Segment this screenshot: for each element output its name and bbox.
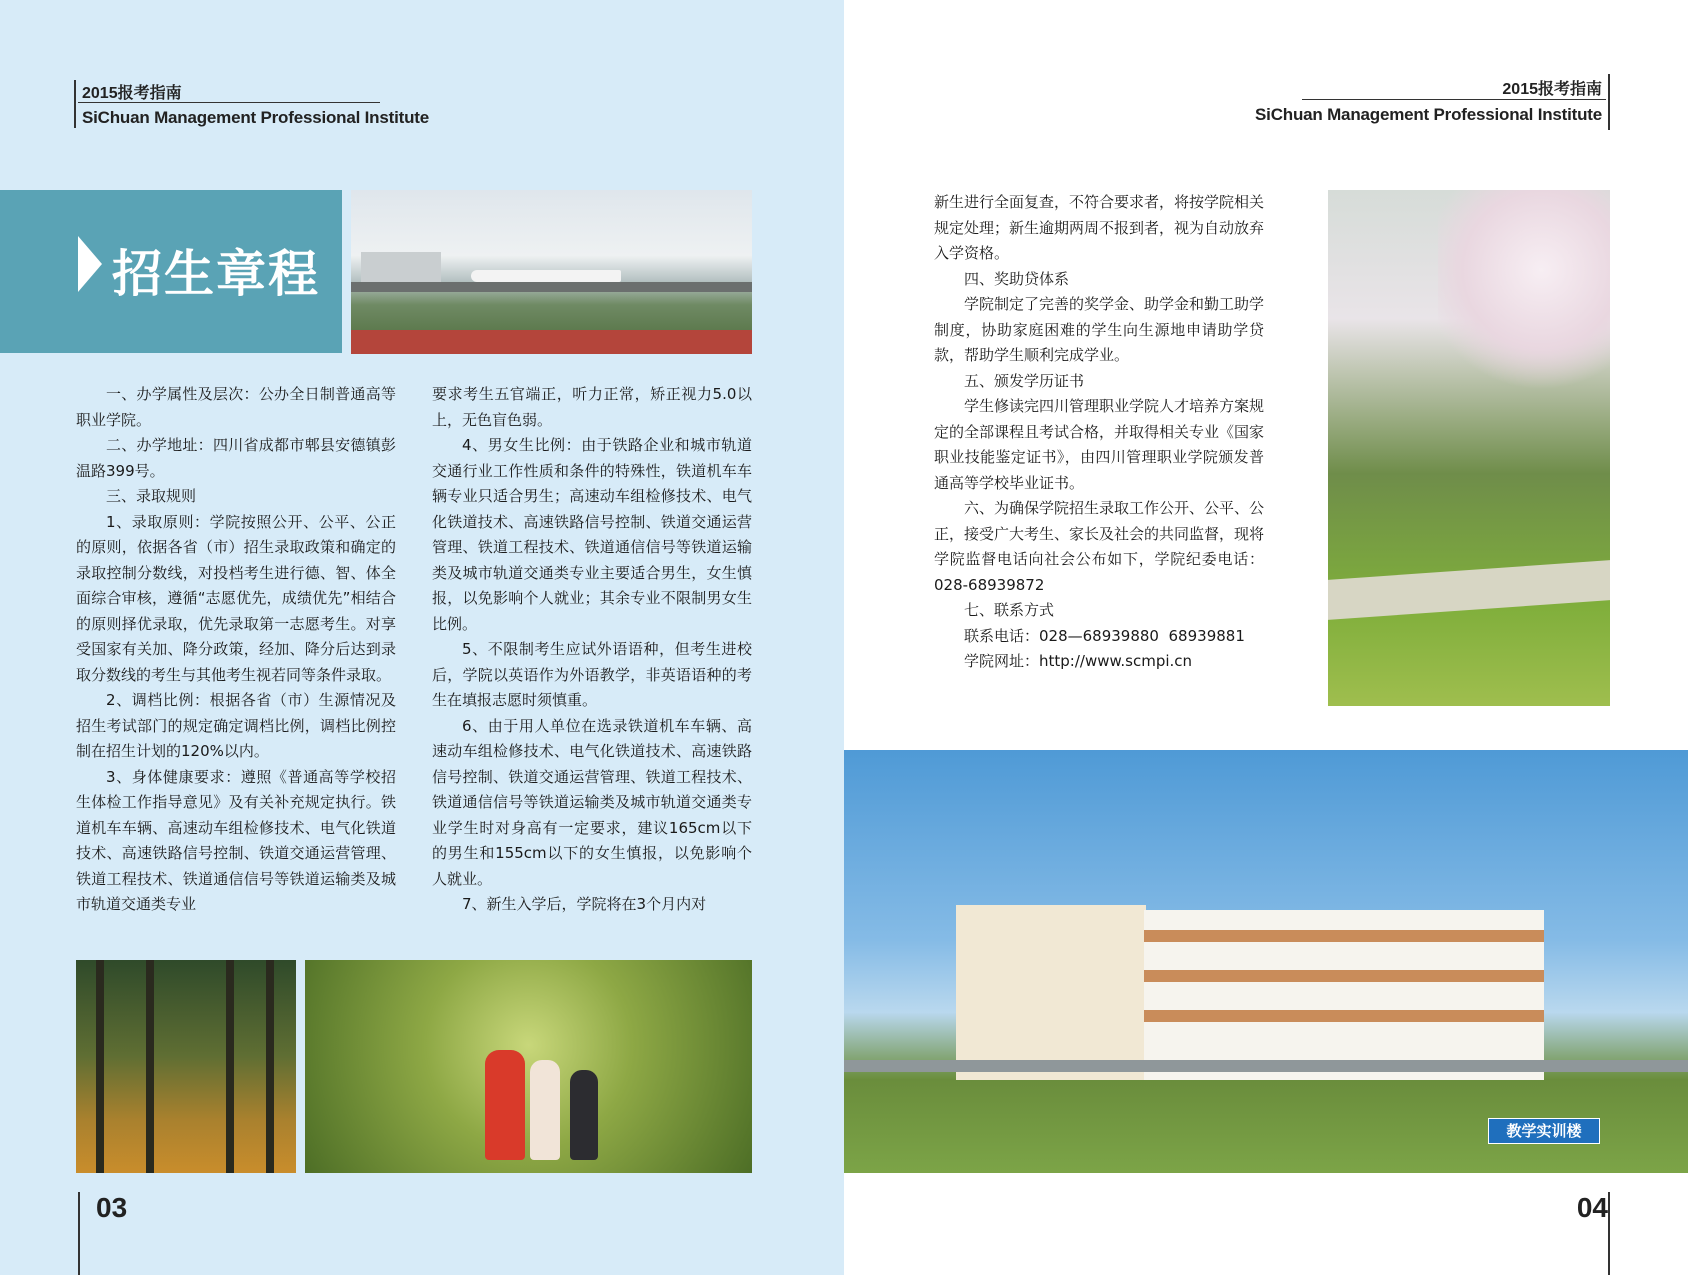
paragraph: 学生修读完四川管理职业学院人才培养方案规定的全部课程且考试合格，并取得相关专业《国家职业技能鉴定证书》，由四川管理职业学院颁发普通高等学校毕业证书。 (934, 397, 1265, 492)
paragraph: 三、录取规则 (106, 487, 197, 505)
paragraph: 4、男女生比例：由于铁路企业和城市轨道交通行业工作性质和条件的特殊性，铁道机车车辆专业只适合男生；高速动车组检修技术、电气化铁道技术、高速铁路信号控制、铁道交通运营管理、铁道工程技术、铁道通信信号等铁道运输类及城市轨道交通类专业主要适合男生，女生慎报，以免影响个人就业；其余专业不限制男女生比例。 (432, 436, 752, 633)
header-rule (1302, 99, 1606, 100)
paragraph: 6、由于用人单位在选录铁道机车车辆、高速动车组检修技术、电气化铁道技术、高速铁路信号控制、铁道交通运营管理、铁道工程技术、铁道通信信号等铁道运输类及城市轨道交通类专业学生时对身高有一定要求，建议165cm以下的男生和155cm以下的女生慎报，以免影响个人就业。 (432, 716, 752, 888)
paragraph: 七、联系方式 (964, 601, 1055, 619)
paragraph: 四、奖助贷体系 (964, 269, 1070, 288)
teaching-building-photo (844, 750, 1688, 1173)
paragraph-continuation: 要求考生五官端正，听力正常，矫正视力5.0以上，无色盲色弱。 (432, 385, 752, 429)
text-column-2 (432, 382, 752, 918)
header-bar (1608, 74, 1610, 130)
paragraph: 二、办学地址：四川省成都市郫县安德镇彭温路399号。 (76, 436, 396, 480)
paragraph: 3、身体健康要求：遵照《普通高等学校招生体检工作指导意见》及有关补充规定执行。铁道机车车辆、高速动车组检修技术、电气化铁道技术、高速铁路信号控制、铁道交通运营管理、铁道工程技术、铁道通信信号等铁道运输类及城市轨道交通类专业 (76, 767, 396, 913)
header-year-title: 2015报考指南 (1502, 81, 1602, 98)
text-column-1 (76, 382, 396, 918)
contact-phone: 联系电话：028—68939880 68939881 (964, 626, 1245, 645)
header-year-title: 2015报考指南 (82, 85, 182, 102)
students-garden-photo (305, 960, 752, 1173)
header-institute: SiChuan Management Professional Institute (82, 108, 429, 127)
section-banner (0, 190, 342, 353)
train-viaduct-photo (351, 190, 752, 354)
page-number-bar (78, 1192, 80, 1275)
paragraph-continuation: 新生进行全面复查，不符合要求者，将按学院相关规定处理；新生逾期两周不报到者，视为自动放弃入学资格。 (934, 193, 1265, 262)
page-number-right: 04 (1576, 1192, 1608, 1223)
paragraph: 1、录取原则：学院按照公开、公平、公正的原则，依据各省（市）招生录取政策和确定的录取控制分数线，对投档考生进行德、智、体全面综合审核，遵循“志愿优先，成绩优先”相结合的原则择优录取，优先录取第一志愿考生。对享受国家有关加、降分政策，经加、降分后达到录取分数线的考生与其他考生视若同等条件录取。 (76, 512, 396, 684)
text-column-3 (934, 190, 1264, 675)
header-bar (74, 80, 76, 128)
play-arrow-icon (78, 236, 102, 292)
photo-caption: 教学实训楼 (1488, 1118, 1600, 1144)
paragraph: 一、办学属性及层次：公办全日制普通高等职业学院。 (76, 385, 396, 429)
paragraph: 2、调档比例：根据各省（市）生源情况及招生考试部门的规定确定调档比例，调档比例控制在招生计划的120%以内。 (76, 691, 396, 760)
paragraph: 学院制定了完善的奖学金、助学金和勤工助学制度，协助家庭困难的学生向生源地申请助学贷款，帮助学生顺利完成学业。 (934, 295, 1265, 364)
paragraph: 5、不限制考生应试外语语种，但考生进校后，学院以英语作为外语教学，非英语语种的考生在填报志愿时须慎重。 (432, 640, 752, 709)
paragraph: 六、为确保学院招生录取工作公开、公平、公正，接受广大考生、家长及社会的共同监督，现将学院监督电话向社会公布如下，学院纪委电话：028-68939872 (934, 499, 1265, 594)
section-title: 招生章程 (112, 245, 320, 303)
header-right (1255, 72, 1610, 132)
page-number-left: 03 (96, 1192, 128, 1223)
campus-walkway-photo (1328, 190, 1610, 706)
page-number-bar (1608, 1192, 1610, 1275)
paragraph: 7、新生入学后，学院将在3个月内对 (462, 895, 707, 913)
paragraph: 五、颁发学历证书 (964, 371, 1085, 390)
header-rule (78, 102, 380, 103)
forest-students-photo (76, 960, 296, 1173)
contact-website: 学院网址：http://www.scmpi.cn (964, 652, 1193, 670)
header-institute: SiChuan Management Professional Institute (1255, 105, 1602, 124)
